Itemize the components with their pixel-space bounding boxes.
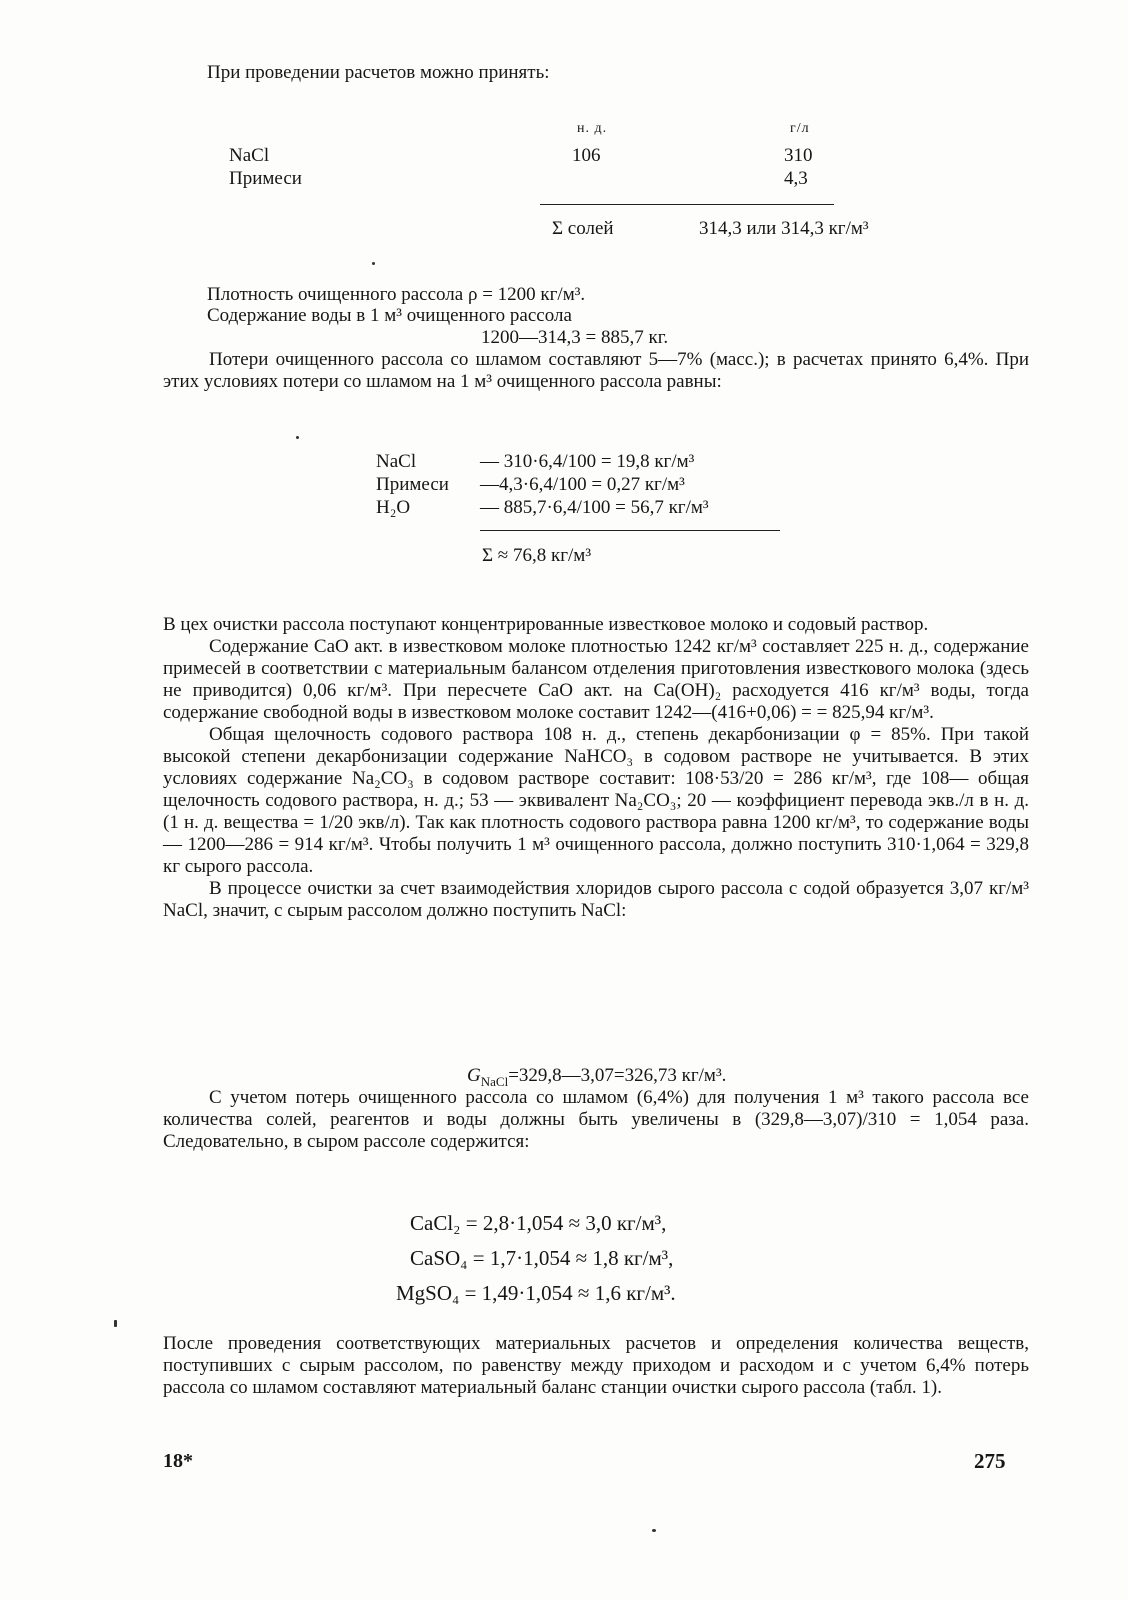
- formula-mgso4: MgSO₄ = 1,49·1,054 ≈ 1,6 кг/м³.: [396, 1281, 676, 1305]
- print-speck: [372, 262, 375, 265]
- page-number: 275: [974, 1449, 1006, 1473]
- paragraph-account: С учетом потерь очищенного рассола со шламом (6,4%) для получения 1 м³ такого рассола все количества солей, реагентов и воды должны быть увеличены в (329,8—3,07)/310 = 1,054 раза. Следовательно, в сыром рассоле содержится:: [163, 1087, 1029, 1152]
- print-speck: [296, 436, 299, 439]
- density-text: Плотность очищенного рассола ρ = 1200 кг/м³.: [207, 284, 586, 305]
- formula-caso4: CaSO₄ = 1,7·1,054 ≈ 1,8 кг/м³,: [410, 1246, 674, 1270]
- sum-value: 314,3 или 314,3 кг/м³: [699, 218, 869, 239]
- g-symbol: G: [467, 1065, 481, 1086]
- table-row-name: NaCl: [229, 145, 270, 166]
- loss-sum: Σ ≈ 76,8 кг/м³: [482, 545, 592, 566]
- sum-divider: [540, 204, 834, 205]
- print-speck: [114, 1320, 117, 1327]
- table-row-gl: 4,3: [784, 168, 808, 189]
- water-calc: 1200—314,3 = 885,7 кг.: [481, 327, 669, 348]
- losses-paragraph: Потери очищенного рассола со шламом составляют 5—7% (масс.); в расчетах принято 6,4%. При этих условиях потери со шламом на 1 м³ очищенного рассола равны:: [163, 349, 1029, 392]
- paragraph-shop: В цех очистки рассола поступают концентрированные известковое молоко и содовый раствор.: [163, 614, 929, 635]
- formula-cacl2: CaCl₂ = 2,8·1,054 ≈ 3,0 кг/м³,: [410, 1211, 667, 1235]
- loss-expr: — 310·6,4/100 = 19,8 кг/м³: [480, 451, 695, 472]
- table-header-gl: г/л: [790, 121, 810, 136]
- sum-label: Σ солей: [552, 218, 614, 239]
- loss-expr: —4,3·6,4/100 = 0,27 кг/м³: [480, 474, 685, 495]
- table-header-nd: н. д.: [577, 121, 608, 136]
- water-text: Содержание воды в 1 м³ очищенного рассола: [207, 305, 572, 326]
- g-subscript: NaCl: [480, 1073, 509, 1089]
- print-speck: [652, 1529, 656, 1532]
- body-text: [163, 614, 1029, 922]
- loss-divider: [480, 530, 780, 531]
- table-row-gl: 310: [784, 145, 813, 166]
- paragraph-cao: Содержание CaO акт. в известковом молоке плотностью 1242 кг/м³ составляет 225 н. д., содержание примесей в соответствии с материальным балансом отделения приготовления известкового молока (здесь не приводится) 0,06 кг/м³. При пересчете CaO акт. на Ca(OH)₂ расходуется 416 кг/м³ воды, тогда содержание свободной воды в известковом молоке составит 1242—(416+0,06) = = 825,94 кг/м³.: [163, 636, 1029, 723]
- table-row-nd: 106: [572, 145, 601, 166]
- paragraph-alkalinity: Общая щелочность содового раствора 108 н. д., степень декарбонизации φ = 85%. При такой высокой степени декарбонизации содержание NaHCO₃ в содовом растворе не учитывается. В этих условиях содержание Na₂CO₃ в содовом растворе составит: 108·53/20 = 286 кг/м³, где 108— общая щелочность содового раствора, н. д.; 53 — эквивалент Na₂CO₃; 20 — коэффициент перевода экв./л в н. д. (1 н. д. вещества = 1/20 экв/л). Так как плотность содового раствора равна 1200 кг/м³, то содержание воды — 1200—286 = 914 кг/м³. Чтобы получить 1 м³ очищенного рассола, должно поступить 310·1,064 = 329,8 кг сырого рассола.: [163, 724, 1029, 877]
- paragraph-process: В процессе очистки за счет взаимодействия хлоридов сырого рассола с содой образуется 3,07 кг/м³ NaCl, значит, с сырым рассолом должно поступить NaCl:: [163, 878, 1029, 921]
- paragraph-final: После проведения соответствующих материальных расчетов и определения количества веществ, поступивших с сырым рассолом, по равенству между приходом и расходом и с учетом 6,4% потерь рассола со шламом составляют материальный баланс станции очистки сырого рассола (табл. 1).: [163, 1333, 1029, 1398]
- footer-signature: 18*: [163, 1450, 193, 1472]
- loss-name: NaCl: [376, 451, 417, 472]
- table-row-name: Примеси: [229, 168, 302, 189]
- loss-expr: — 885,7·6,4/100 = 56,7 кг/м³: [480, 497, 709, 518]
- g-expression: =329,8—3,07=326,73 кг/м³.: [508, 1065, 727, 1086]
- intro-text: При проведении расчетов можно принять:: [207, 62, 550, 83]
- loss-name: H₂O: [376, 497, 411, 518]
- loss-name: Примеси: [376, 474, 449, 495]
